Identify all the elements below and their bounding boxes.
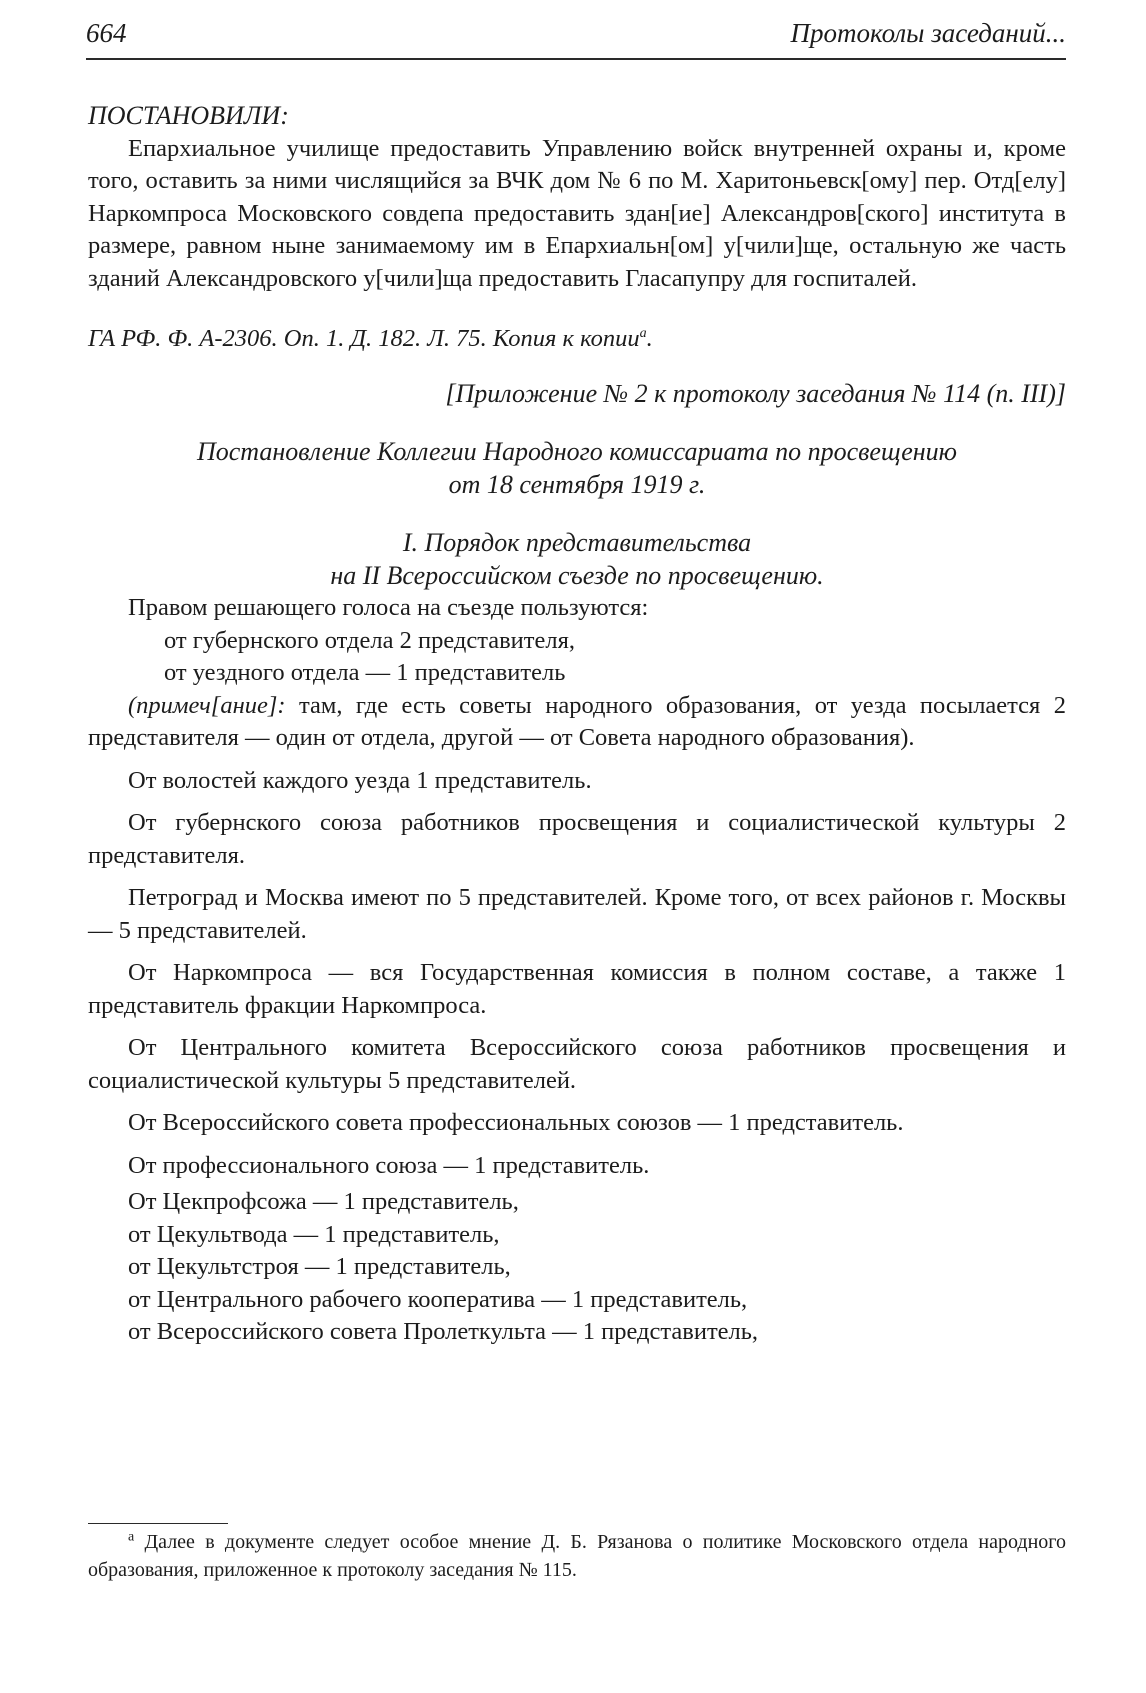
paragraph: От Наркомпроса — вся Государственная комиссия в полном составе, а также 1 представитель фракции Наркомпроса. [88,959,1066,1019]
section-title-line-1: I. Порядок представительства [402,528,752,557]
footnote [88,1528,1066,1584]
paragraph: От Всероссийского совета профессиональных союзов — 1 представитель. [128,1109,904,1136]
footnote-mark: а [128,1529,135,1545]
paragraph: От Цекпрофсожа — 1 представитель, [128,1188,519,1215]
footnote-divider [88,1523,228,1524]
note-text: там, где есть советы народного образования, от уезда посылается 2 представителя — один от отдела, другой — от Совета народного образования). [88,691,1066,751]
paragraph: От волостей каждого уезда 1 представитель. [128,766,592,794]
page-number: 664 [86,18,127,48]
note-label: (примеч[ание]: [128,691,286,719]
list-item: от губернского отдела 2 представителя, [164,626,575,654]
paragraph: от Всероссийского совета Пролеткульта — 1 представитель, [128,1318,759,1345]
paragraph: От Центрального комитета Всероссийского союза работников просвещения и социалистической культуры 5 представителей. [88,1034,1066,1094]
paragraph: От губернского союза работников просвещения и социалистической культуры 2 представителя. [88,809,1066,869]
paragraph: От профессионального союза — 1 представитель. [128,1151,650,1179]
body-text [88,100,1066,1349]
resolution-heading: ПОСТАНОВИЛИ: [88,101,289,130]
document-title-line-1: Постановление Коллегии Народного комиссариата по просвещению [196,437,957,466]
resolution-text: Епархиальное училище предоставить Управлению войск внутренней охраны и, кроме того, оставить за ними числящийся за ВЧК дом № 6 по М. Харитоньевск[ому] пер. Отд[елу] Наркомпроса Московского совдепа предоставить здан[ие] Александров[ского] института в размере, равном ныне занимаемому им в Епархиальн[ом] у[чили]ще, остальную же часть зданий Александровского у[чили]ща предоставить Гласапупру для госпиталей. [88,134,1066,292]
page-header [86,18,1066,62]
note-paragraph [88,690,1066,755]
appendix-label: [Приложение № 2 к протоколу заседания № 114 (п. III)] [445,378,1066,408]
header-divider [86,58,1066,60]
footnote-reference-mark: а [639,325,647,341]
section-intro: Правом решающего голоса на съезде пользуются: [128,594,649,621]
paragraph: от Цекультвода — 1 представитель, [128,1220,500,1248]
paragraph: от Цекультстроя — 1 представитель, [128,1253,511,1280]
paragraph: Петроград и Москва имеют по 5 представителей. Кроме того, от всех районов г. Москвы — 5 представителей. [88,884,1066,944]
document-title-line-2: от 18 сентября 1919 г. [448,469,706,499]
archive-reference: ГА РФ. Ф. А-2306. Оп. 1. Д. 182. Л. 75. Копия к копии$^а$. [88,325,653,352]
paragraph: от Центрального рабочего кооператива — 1 представитель, [128,1285,748,1313]
section-title-line-2: на II Всероссийском съезде по просвещению. [330,560,824,590]
footnote-text: Далее в документе следует особое мнение Д. Б. Рязанова о политике Московского отдела народного образования, приложенное к протоколу заседания № 115. [88,1531,1066,1581]
running-title: Протоколы заседаний... [790,18,1066,48]
list-item: от уездного отдела — 1 представитель [164,659,566,686]
archive-reference-text: ГА РФ. Ф. А-2306. Оп. 1. Д. 182. Л. 75. Копия к копии [88,325,640,352]
